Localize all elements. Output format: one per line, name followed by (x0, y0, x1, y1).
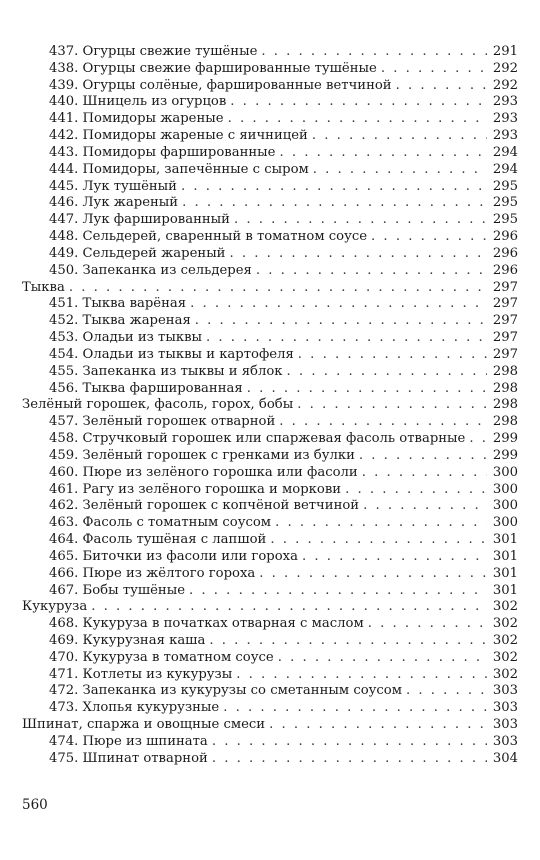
toc-entry-row (22, 313, 518, 330)
toc-entry-row (22, 111, 518, 128)
toc-page-number: 296 (492, 262, 518, 278)
toc-entry-title: 458. Стручковый горошек или спаржевая фасоль отварные (49, 431, 466, 447)
toc-page-number: 302 (492, 599, 518, 615)
dot-leader (313, 162, 487, 179)
toc-entry-row (22, 431, 518, 448)
toc-page-number: 298 (492, 380, 518, 396)
dot-leader (69, 280, 487, 297)
toc-section-title: Кукуруза (22, 599, 88, 615)
toc-entry-row (22, 162, 518, 179)
toc-entry-row (22, 532, 518, 549)
toc-entry-row (22, 700, 518, 717)
toc-entry-title: 472. Запеканка из кукурузы со сметанным соусом (49, 683, 402, 699)
dot-leader (396, 78, 487, 95)
dot-leader (359, 448, 487, 465)
toc-entry-row (22, 751, 518, 768)
toc-entry-title: 474. Пюре из шпината (49, 733, 208, 749)
dot-leader (363, 498, 487, 515)
dot-leader (209, 633, 487, 650)
table-of-contents (22, 44, 518, 768)
toc-entry-row (22, 61, 518, 78)
toc-page-number: 293 (492, 111, 518, 127)
dot-leader (212, 751, 487, 768)
toc-entry-title: 448. Сельдерей, сваренный в томатном соусе (49, 229, 368, 245)
toc-section-row (22, 599, 518, 616)
toc-entry-row (22, 734, 518, 751)
toc-entry-row (22, 381, 518, 398)
dot-leader (368, 616, 487, 633)
toc-page-number: 303 (492, 717, 518, 733)
toc-entry-title: 444. Помидоры, запечённые с сыром (49, 161, 309, 177)
toc-page-number: 291 (492, 44, 518, 59)
toc-entry-title: 466. Пюре из жёлтого гороха (49, 565, 256, 581)
toc-entry-row (22, 296, 518, 313)
toc-page-number: 298 (492, 363, 518, 379)
toc-page-number: 299 (492, 431, 518, 447)
toc-entry-title: 464. Фасоль тушёная с лапшой (49, 532, 267, 548)
toc-section-row (22, 397, 518, 414)
dot-leader (406, 683, 487, 700)
toc-entry-title: 455. Запеканка из тыквы и яблок (49, 363, 283, 379)
toc-entry-title: 457. Зелёный горошек отварной (49, 414, 276, 430)
toc-entry-title: 447. Лук фаршированный (49, 212, 230, 228)
dot-leader (312, 128, 487, 145)
toc-page-number: 301 (492, 548, 518, 564)
toc-entry-row (22, 330, 518, 347)
toc-page-number: 292 (492, 77, 518, 93)
dot-leader (230, 94, 487, 111)
toc-entry-title: 475. Шпинат отварной (49, 750, 208, 766)
toc-page-number: 301 (492, 565, 518, 581)
toc-entry-title: 468. Кукуруза в початках отварная с маслом (49, 616, 364, 632)
toc-page-number: 295 (492, 195, 518, 211)
toc-entry-title: 453. Оладьи из тыквы (49, 330, 203, 346)
toc-entry-row (22, 498, 518, 515)
dot-leader (223, 700, 487, 717)
dot-leader (275, 515, 487, 532)
dot-leader (189, 583, 487, 600)
dot-leader (279, 414, 487, 431)
toc-entry-row (22, 515, 518, 532)
toc-entry-row (22, 179, 518, 196)
toc-page-number: 298 (492, 414, 518, 430)
toc-page-number: 301 (492, 532, 518, 548)
dot-leader (259, 566, 487, 583)
toc-page-number: 303 (492, 700, 518, 716)
toc-page-number: 300 (492, 498, 518, 514)
toc-page-number: 294 (492, 144, 518, 160)
toc-entry-title: 445. Лук тушёный (49, 178, 177, 194)
toc-page-number: 295 (492, 178, 518, 194)
toc-page-number: 297 (492, 346, 518, 362)
toc-entry-title: 461. Рагу из зелёного горошка и моркови (49, 481, 342, 497)
toc-entry-title: 440. Шницель из огурцов (49, 94, 227, 110)
dot-leader (91, 599, 487, 616)
toc-entry-title: 465. Биточки из фасоли или гороха (49, 548, 298, 564)
dot-leader (256, 263, 487, 280)
toc-entry-row (22, 347, 518, 364)
dot-leader (236, 667, 487, 684)
toc-page-number: 302 (492, 632, 518, 648)
toc-section-row (22, 280, 518, 297)
toc-entry-title: 443. Помидоры фаршированные (49, 144, 276, 160)
toc-entry-title: 446. Лук жареный (49, 195, 179, 211)
dot-leader (195, 313, 487, 330)
toc-entry-title: 459. Зелёный горошек с гренками из булки (49, 447, 355, 463)
toc-entry-title: 450. Запеканка из сельдерея (49, 262, 252, 278)
toc-entry-title: 451. Тыква варёная (49, 296, 187, 312)
toc-page-number: 296 (492, 245, 518, 261)
dot-leader (269, 717, 487, 734)
toc-entry-title: 471. Котлеты из кукурузы (49, 666, 233, 682)
dot-leader (371, 229, 487, 246)
toc-entry-row (22, 44, 518, 61)
toc-section-title: Шпинат, спаржа и овощные смеси (22, 717, 266, 733)
toc-page-number: 300 (492, 464, 518, 480)
toc-entry-row (22, 448, 518, 465)
toc-entry-row (22, 94, 518, 111)
toc-entry-title: 441. Помидоры жареные (49, 111, 224, 127)
toc-entry-row (22, 145, 518, 162)
toc-page-number: 303 (492, 683, 518, 699)
toc-page-number: 304 (492, 750, 518, 766)
toc-entry-row (22, 650, 518, 667)
toc-page-number: 293 (492, 94, 518, 110)
toc-page-number: 299 (492, 447, 518, 463)
toc-entry-row (22, 667, 518, 684)
toc-entry-row (22, 195, 518, 212)
toc-page-number: 297 (492, 296, 518, 312)
toc-page-number: 297 (492, 279, 518, 295)
toc-page-number: 292 (492, 60, 518, 76)
dot-leader (212, 734, 487, 751)
dot-leader (278, 650, 487, 667)
toc-page-number: 302 (492, 616, 518, 632)
toc-page-number: 294 (492, 161, 518, 177)
toc-entry-title: 473. Хлопья кукурузные (49, 700, 220, 716)
dot-leader (345, 482, 487, 499)
dot-leader (261, 44, 486, 61)
toc-entry-title: 438. Огурцы свежие фаршированные тушёные (49, 60, 377, 76)
toc-page-number: 300 (492, 515, 518, 531)
dot-leader (234, 212, 487, 229)
dot-leader (362, 465, 487, 482)
toc-entry-title: 442. Помидоры жареные с яичницей (49, 128, 308, 144)
dot-leader (298, 347, 487, 364)
toc-entry-row (22, 566, 518, 583)
dot-leader (182, 195, 487, 212)
dot-leader (469, 431, 486, 448)
dot-leader (181, 179, 487, 196)
toc-section-title: Тыква (22, 279, 65, 295)
toc-entry-row (22, 78, 518, 95)
dot-leader (279, 145, 486, 162)
toc-section-row (22, 717, 518, 734)
toc-entry-title: 456. Тыква фаршированная (49, 380, 243, 396)
toc-page-number: 302 (492, 649, 518, 665)
toc-entry-row (22, 616, 518, 633)
dot-leader (302, 549, 487, 566)
toc-page-number: 303 (492, 733, 518, 749)
toc-page-number: 297 (492, 313, 518, 329)
dot-leader (297, 397, 487, 414)
toc-entry-row (22, 633, 518, 650)
toc-page-number: 295 (492, 212, 518, 228)
toc-entry-row (22, 482, 518, 499)
toc-page-number: 298 (492, 397, 518, 413)
toc-entry-row (22, 364, 518, 381)
dot-leader (287, 364, 487, 381)
toc-entry-title: 439. Огурцы солёные, фаршированные ветчиной (49, 77, 392, 93)
toc-entry-row (22, 414, 518, 431)
toc-entry-title: 460. Пюре из зелёного горошка или фасоли (49, 464, 358, 480)
toc-entry-row (22, 549, 518, 566)
toc-entry-row (22, 465, 518, 482)
dot-leader (270, 532, 487, 549)
toc-entry-row (22, 683, 518, 700)
toc-entry-row (22, 212, 518, 229)
toc-page-number: 300 (492, 481, 518, 497)
dot-leader (190, 296, 487, 313)
toc-section-title: Зелёный горошек, фасоль, горох, бобы (22, 397, 294, 413)
toc-entry-title: 462. Зелёный горошек с копчёной ветчиной (49, 498, 360, 514)
toc-page-number: 297 (492, 330, 518, 346)
toc-page-number: 302 (492, 666, 518, 682)
page-number: 560 (22, 797, 48, 813)
dot-leader (206, 330, 487, 347)
toc-entry-title: 437. Огурцы свежие тушёные (49, 44, 258, 59)
dot-leader (381, 61, 487, 78)
toc-entry-title: 452. Тыква жареная (49, 313, 191, 329)
toc-entry-title: 469. Кукурузная каша (49, 632, 206, 648)
dot-leader (229, 246, 486, 263)
toc-entry-title: 454. Оладьи из тыквы и картофеля (49, 346, 294, 362)
toc-entry-row (22, 246, 518, 263)
toc-entry-title: 467. Бобы тушёные (49, 582, 186, 598)
toc-page-number: 293 (492, 128, 518, 144)
toc-entry-row (22, 263, 518, 280)
toc-entry-title: 463. Фасоль с томатным соусом (49, 515, 272, 531)
dot-leader (247, 381, 487, 398)
toc-entry-title: 449. Сельдерей жареный (49, 245, 226, 261)
toc-entry-row (22, 128, 518, 145)
dot-leader (228, 111, 487, 128)
toc-page-number: 296 (492, 229, 518, 245)
toc-entry-title: 470. Кукуруза в томатном соусе (49, 649, 274, 665)
toc-page-number: 301 (492, 582, 518, 598)
toc-entry-row (22, 229, 518, 246)
toc-entry-row (22, 583, 518, 600)
